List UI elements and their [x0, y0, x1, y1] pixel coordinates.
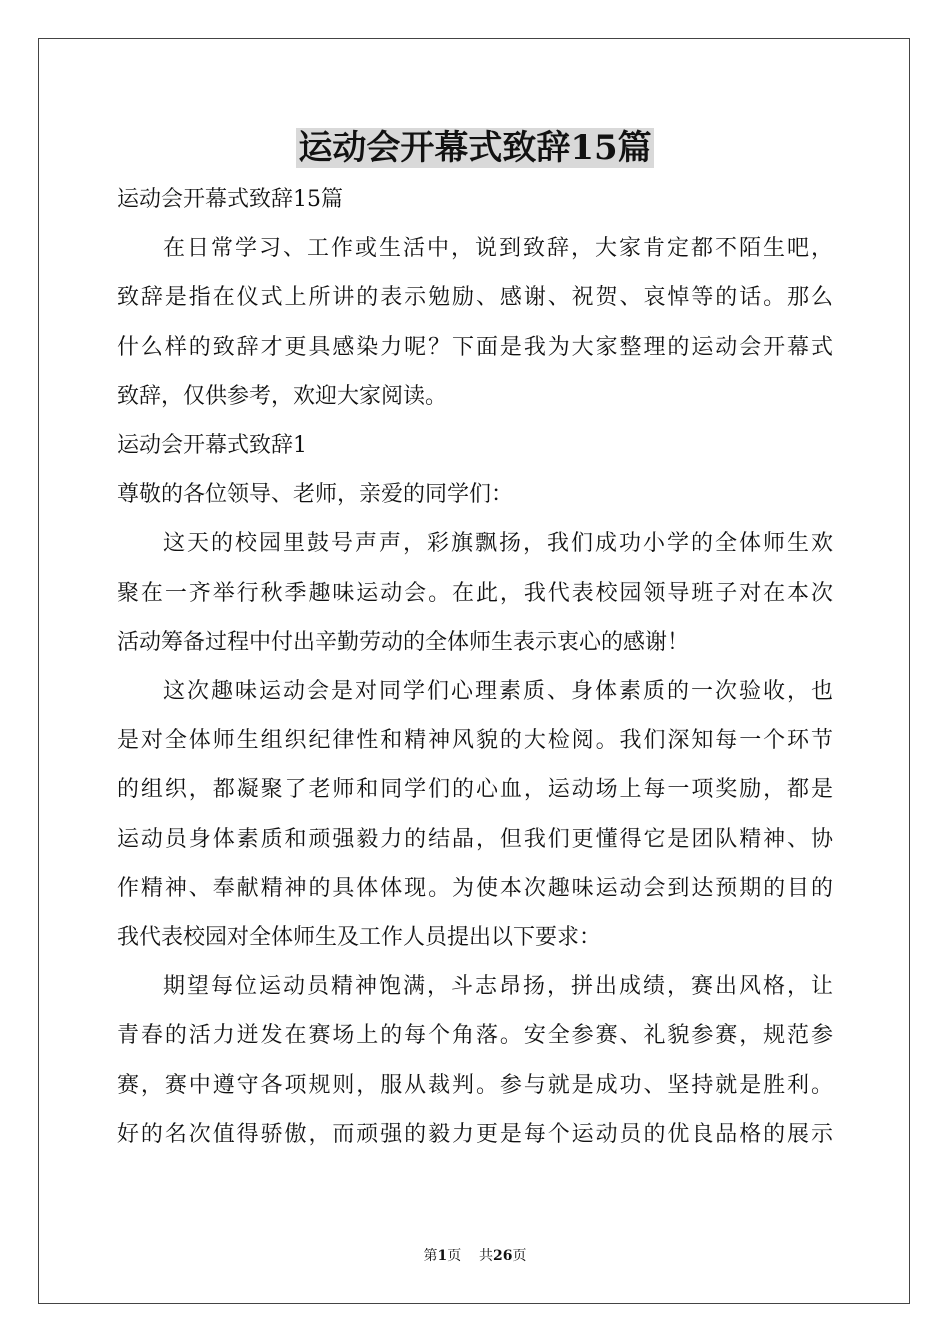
page-number: 1 [437, 1248, 448, 1264]
body-line: 在日常学习、工作或生活中，说到致辞，大家肯定都不陌生吧， [163, 236, 833, 262]
body-line: 这天的校园里鼓号声声，彩旗飘扬，我们成功小学的全体师生欢 [163, 531, 833, 557]
page-prefix: 第 [423, 1248, 438, 1264]
body-line: 致辞是指在仪式上所讲的表示勉励、感谢、祝贺、哀悼等的话。那么 [117, 285, 833, 311]
document-title [0, 123, 950, 173]
body-line: 聚在一齐举行秋季趣味运动会。在此，我代表校园领导班子对在本次 [117, 580, 833, 606]
body-line: 赛，赛中遵守各项规则，服从裁判。参与就是成功、坚持就是胜利。 [117, 1072, 833, 1098]
page-footer [0, 1246, 950, 1266]
body-line: 是对全体师生组织纪律性和精神风貌的大检阅。我们深知每一个环节 [117, 728, 833, 754]
page-suffix: 页 [447, 1248, 462, 1264]
body-line: 活动筹备过程中付出辛勤劳动的全体师生表示衷心的感谢！ [117, 629, 690, 655]
document-body [117, 175, 833, 1159]
body-line: 我代表校园对全体师生及工作人员提出以下要求： [117, 925, 602, 951]
body-line: 好的名次值得骄傲，而顽强的毅力更是每个运动员的优良品格的展示 [117, 1121, 833, 1147]
section-heading: 运动会开幕式致辞1 [117, 433, 307, 459]
subtitle-line: 运动会开幕式致辞15篇 [117, 187, 343, 212]
document-title-text: 运动会开幕式致辞15篇 [298, 128, 652, 168]
body-line: 青春的活力迸发在赛场上的每个角落。安全参赛、礼貌参赛，规范参 [117, 1023, 833, 1049]
total-suffix: 页 [512, 1248, 527, 1264]
body-line: 什么样的致辞才更具感染力呢？下面是我为大家整理的运动会开幕式 [117, 334, 833, 360]
body-line: 的组织，都凝聚了老师和同学们的心血，运动场上每一项奖励，都是 [117, 777, 833, 803]
body-line: 致辞，仅供参考，欢迎大家阅读。 [117, 383, 448, 409]
body-line: 期望每位运动员精神饱满，斗志昂扬，拼出成绩，赛出风格，让 [163, 974, 833, 1000]
salutation-line: 尊敬的各位领导、老师，亲爱的同学们： [117, 482, 514, 508]
body-line: 作精神、奉献精神的具体体现。为使本次趣味运动会到达预期的目的 [117, 875, 833, 901]
total-prefix: 共 [479, 1248, 494, 1264]
body-line: 这次趣味运动会是对同学们心理素质、身体素质的一次验收，也 [163, 679, 833, 705]
body-line: 运动员身体素质和顽强毅力的结晶，但我们更懂得它是团队精神、协 [117, 826, 833, 852]
total-pages: 26 [493, 1248, 513, 1264]
